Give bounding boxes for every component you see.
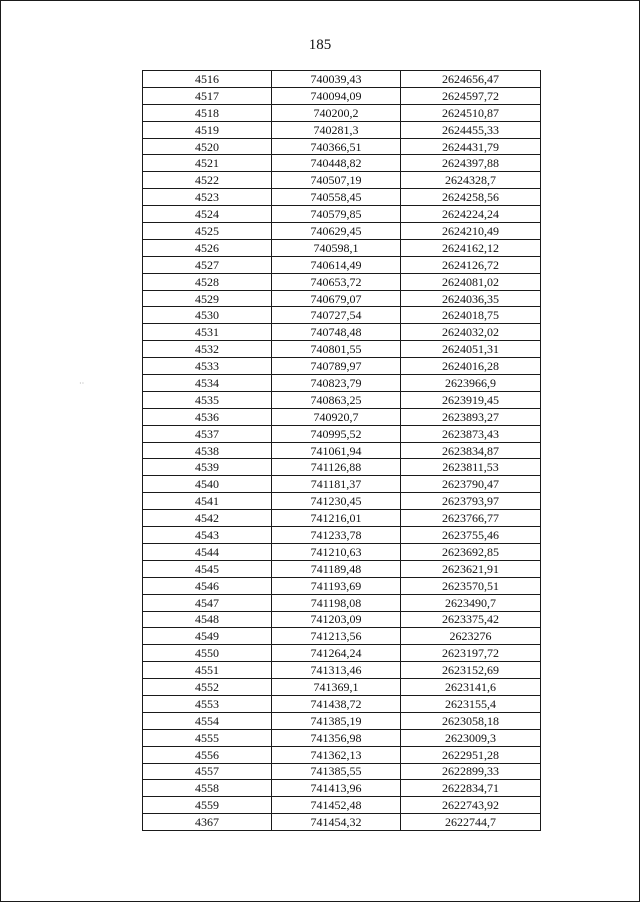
point-number-cell: 4536: [143, 408, 272, 425]
point-number-cell: 4520: [143, 138, 272, 155]
y-coordinate-cell: 2623155,4: [401, 695, 541, 712]
x-coordinate-cell: 741198,08: [272, 594, 401, 611]
x-coordinate-cell: 740598,1: [272, 239, 401, 256]
table-row: [143, 425, 541, 442]
y-coordinate-cell: 2624051,31: [401, 341, 541, 358]
y-coordinate-cell: 2623276: [401, 628, 541, 645]
y-coordinate-cell: 2624018,75: [401, 307, 541, 324]
y-coordinate-cell: 2623893,27: [401, 408, 541, 425]
table-row: [143, 206, 541, 223]
point-number-cell: 4541: [143, 493, 272, 510]
table-row: [143, 510, 541, 527]
table-row: [143, 87, 541, 104]
x-coordinate-cell: 740823,79: [272, 375, 401, 392]
y-coordinate-cell: 2624431,79: [401, 138, 541, 155]
y-coordinate-cell: 2624258,56: [401, 189, 541, 206]
x-coordinate-cell: 741233,78: [272, 527, 401, 544]
x-coordinate-cell: 741452,48: [272, 797, 401, 814]
y-coordinate-cell: 2623919,45: [401, 391, 541, 408]
point-number-cell: 4550: [143, 645, 272, 662]
x-coordinate-cell: 741385,19: [272, 712, 401, 729]
point-number-cell: 4551: [143, 662, 272, 679]
x-coordinate-cell: 740507,19: [272, 172, 401, 189]
point-number-cell: 4367: [143, 814, 272, 831]
x-coordinate-cell: 741356,98: [272, 729, 401, 746]
y-coordinate-cell: 2624328,7: [401, 172, 541, 189]
x-coordinate-cell: 741454,32: [272, 814, 401, 831]
point-number-cell: 4530: [143, 307, 272, 324]
y-coordinate-cell: 2624397,88: [401, 155, 541, 172]
x-coordinate-cell: 740863,25: [272, 391, 401, 408]
table-row: [143, 645, 541, 662]
point-number-cell: 4548: [143, 611, 272, 628]
point-number-cell: 4538: [143, 442, 272, 459]
point-number-cell: 4521: [143, 155, 272, 172]
y-coordinate-cell: 2622744,7: [401, 814, 541, 831]
table-row: [143, 527, 541, 544]
y-coordinate-cell: 2623692,85: [401, 543, 541, 560]
point-number-cell: 4533: [143, 358, 272, 375]
point-number-cell: 4546: [143, 577, 272, 594]
table-row: [143, 155, 541, 172]
x-coordinate-cell: 741213,56: [272, 628, 401, 645]
point-number-cell: 4554: [143, 712, 272, 729]
x-coordinate-cell: 741264,24: [272, 645, 401, 662]
table-row: [143, 341, 541, 358]
x-coordinate-cell: 740281,3: [272, 121, 401, 138]
table-row: [143, 71, 541, 88]
x-coordinate-cell: 740629,45: [272, 223, 401, 240]
y-coordinate-cell: 2623197,72: [401, 645, 541, 662]
y-coordinate-cell: 2624126,72: [401, 256, 541, 273]
point-number-cell: 4549: [143, 628, 272, 645]
point-number-cell: 4539: [143, 459, 272, 476]
point-number-cell: 4556: [143, 746, 272, 763]
point-number-cell: 4544: [143, 543, 272, 560]
table-row: [143, 543, 541, 560]
point-number-cell: 4534: [143, 375, 272, 392]
y-coordinate-cell: 2624510,87: [401, 104, 541, 121]
y-coordinate-cell: 2623755,46: [401, 527, 541, 544]
x-coordinate-cell: 740727,54: [272, 307, 401, 324]
point-number-cell: 4535: [143, 391, 272, 408]
table-row: [143, 763, 541, 780]
table-row: [143, 121, 541, 138]
point-number-cell: 4540: [143, 476, 272, 493]
y-coordinate-cell: 2623766,77: [401, 510, 541, 527]
point-number-cell: 4543: [143, 527, 272, 544]
table-row: [143, 611, 541, 628]
x-coordinate-cell: 741189,48: [272, 560, 401, 577]
y-coordinate-cell: 2623490,7: [401, 594, 541, 611]
table-row: [143, 577, 541, 594]
page-number: 185: [308, 37, 332, 53]
point-number-cell: 4529: [143, 290, 272, 307]
table-row: [143, 797, 541, 814]
point-number-cell: 4559: [143, 797, 272, 814]
table-row: [143, 273, 541, 290]
y-coordinate-cell: 2623793,97: [401, 493, 541, 510]
point-number-cell: 4532: [143, 341, 272, 358]
table-row: [143, 391, 541, 408]
y-coordinate-cell: 2624036,35: [401, 290, 541, 307]
y-coordinate-cell: 2624656,47: [401, 71, 541, 88]
point-number-cell: 4553: [143, 695, 272, 712]
point-number-cell: 4524: [143, 206, 272, 223]
point-number-cell: 4545: [143, 560, 272, 577]
coordinates-table: [142, 70, 541, 831]
x-coordinate-cell: 741210,63: [272, 543, 401, 560]
table-row: [143, 814, 541, 831]
y-coordinate-cell: 2623141,6: [401, 679, 541, 696]
table-row: [143, 729, 541, 746]
table-row: [143, 662, 541, 679]
point-number-cell: 4531: [143, 324, 272, 341]
point-number-cell: 4558: [143, 780, 272, 797]
y-coordinate-cell: 2623790,47: [401, 476, 541, 493]
x-coordinate-cell: 741203,09: [272, 611, 401, 628]
table-row: [143, 375, 541, 392]
table-row: [143, 358, 541, 375]
y-coordinate-cell: 2624455,33: [401, 121, 541, 138]
x-coordinate-cell: 740094,09: [272, 87, 401, 104]
table-row: [143, 172, 541, 189]
x-coordinate-cell: 741313,46: [272, 662, 401, 679]
table-row: [143, 223, 541, 240]
y-coordinate-cell: 2624032,02: [401, 324, 541, 341]
x-coordinate-cell: 740920,7: [272, 408, 401, 425]
point-number-cell: 4517: [143, 87, 272, 104]
table-row: [143, 138, 541, 155]
table-body: [143, 71, 541, 831]
x-coordinate-cell: 741061,94: [272, 442, 401, 459]
table-row: [143, 628, 541, 645]
table-row: [143, 189, 541, 206]
table-row: [143, 560, 541, 577]
x-coordinate-cell: 741413,96: [272, 780, 401, 797]
table-row: [143, 239, 541, 256]
table-row: [143, 780, 541, 797]
x-coordinate-cell: 741193,69: [272, 577, 401, 594]
point-number-cell: 4516: [143, 71, 272, 88]
x-coordinate-cell: 741181,37: [272, 476, 401, 493]
point-number-cell: 4525: [143, 223, 272, 240]
table-row: [143, 256, 541, 273]
table-row: [143, 408, 541, 425]
y-coordinate-cell: 2623811,53: [401, 459, 541, 476]
table-row: [143, 712, 541, 729]
y-coordinate-cell: 2623966,9: [401, 375, 541, 392]
point-number-cell: 4552: [143, 679, 272, 696]
point-number-cell: 4523: [143, 189, 272, 206]
x-coordinate-cell: 740039,43: [272, 71, 401, 88]
x-coordinate-cell: 740558,45: [272, 189, 401, 206]
x-coordinate-cell: 740614,49: [272, 256, 401, 273]
point-number-cell: 4518: [143, 104, 272, 121]
x-coordinate-cell: 741438,72: [272, 695, 401, 712]
point-number-cell: 4526: [143, 239, 272, 256]
x-coordinate-cell: 740679,07: [272, 290, 401, 307]
point-number-cell: 4519: [143, 121, 272, 138]
y-coordinate-cell: 2622899,33: [401, 763, 541, 780]
y-coordinate-cell: 2624224,24: [401, 206, 541, 223]
x-coordinate-cell: 740448,82: [272, 155, 401, 172]
y-coordinate-cell: 2623621,91: [401, 560, 541, 577]
x-coordinate-cell: 741230,45: [272, 493, 401, 510]
x-coordinate-cell: 741369,1: [272, 679, 401, 696]
point-number-cell: 4542: [143, 510, 272, 527]
x-coordinate-cell: 741385,55: [272, 763, 401, 780]
scan-speck: ··: [79, 379, 85, 388]
point-number-cell: 4537: [143, 425, 272, 442]
y-coordinate-cell: 2622951,28: [401, 746, 541, 763]
y-coordinate-cell: 2623058,18: [401, 712, 541, 729]
x-coordinate-cell: 741362,13: [272, 746, 401, 763]
y-coordinate-cell: 2623834,87: [401, 442, 541, 459]
point-number-cell: 4527: [143, 256, 272, 273]
y-coordinate-cell: 2623152,69: [401, 662, 541, 679]
x-coordinate-cell: 740995,52: [272, 425, 401, 442]
y-coordinate-cell: 2623375,42: [401, 611, 541, 628]
x-coordinate-cell: 740579,85: [272, 206, 401, 223]
x-coordinate-cell: 740801,55: [272, 341, 401, 358]
y-coordinate-cell: 2623873,43: [401, 425, 541, 442]
y-coordinate-cell: 2624597,72: [401, 87, 541, 104]
y-coordinate-cell: 2624210,49: [401, 223, 541, 240]
point-number-cell: 4522: [143, 172, 272, 189]
y-coordinate-cell: 2624162,12: [401, 239, 541, 256]
x-coordinate-cell: 741216,01: [272, 510, 401, 527]
table-row: [143, 746, 541, 763]
table-row: [143, 679, 541, 696]
y-coordinate-cell: 2624081,02: [401, 273, 541, 290]
table-row: [143, 695, 541, 712]
table-row: [143, 459, 541, 476]
table-row: [143, 324, 541, 341]
x-coordinate-cell: 741126,88: [272, 459, 401, 476]
y-coordinate-cell: 2622834,71: [401, 780, 541, 797]
y-coordinate-cell: 2623570,51: [401, 577, 541, 594]
table-row: [143, 594, 541, 611]
y-coordinate-cell: 2622743,92: [401, 797, 541, 814]
point-number-cell: 4528: [143, 273, 272, 290]
table-row: [143, 476, 541, 493]
table-row: [143, 104, 541, 121]
point-number-cell: 4557: [143, 763, 272, 780]
y-coordinate-cell: 2623009,3: [401, 729, 541, 746]
x-coordinate-cell: 740789,97: [272, 358, 401, 375]
y-coordinate-cell: 2624016,28: [401, 358, 541, 375]
x-coordinate-cell: 740366,51: [272, 138, 401, 155]
point-number-cell: 4555: [143, 729, 272, 746]
table-row: [143, 493, 541, 510]
table-row: [143, 442, 541, 459]
x-coordinate-cell: 740200,2: [272, 104, 401, 121]
x-coordinate-cell: 740748,48: [272, 324, 401, 341]
table-row: [143, 290, 541, 307]
x-coordinate-cell: 740653,72: [272, 273, 401, 290]
point-number-cell: 4547: [143, 594, 272, 611]
table-row: [143, 307, 541, 324]
